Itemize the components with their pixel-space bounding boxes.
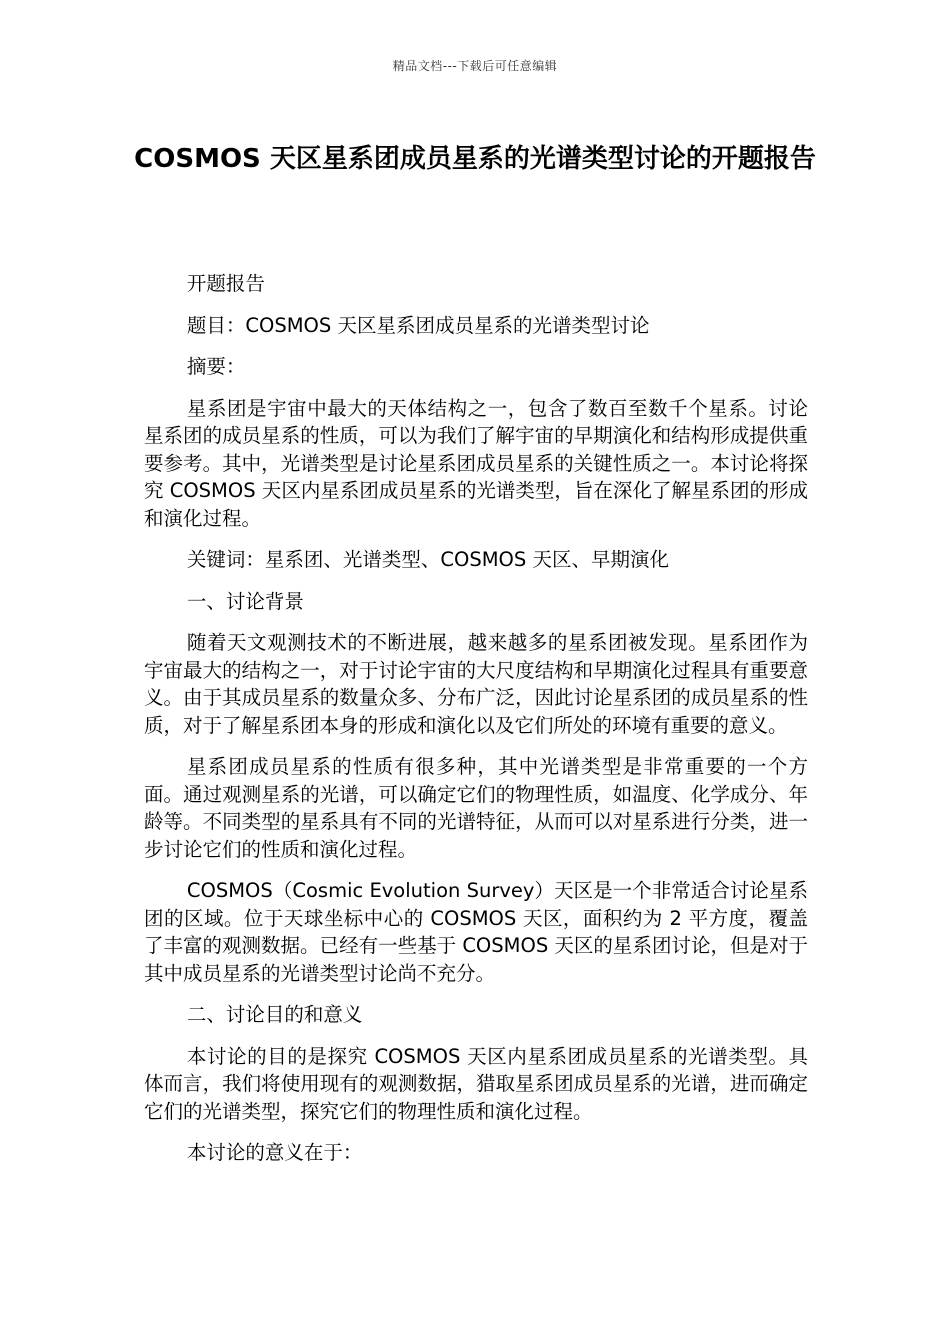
background-paragraph-1: 随着天文观测技术的不断进展，越来越多的星系团被发现。星系团作为宇宙最大的结构之一，对于讨论宇宙的大尺度结构和早期演化过程具有重要意义。由于其成员星系的数量众多、分布广泛，因此讨论星系团的成员星系的性质，对于了解星系团本身的形成和演化以及它们所处的环境有重要的意义。 bbox=[144, 631, 808, 737]
keywords-line: 关键词：星系团、光谱类型、COSMOS 天区、早期演化 bbox=[186, 548, 669, 571]
abstract-heading: 摘要： bbox=[186, 355, 246, 378]
section-label: 开题报告 bbox=[186, 272, 265, 295]
section-heading-background: 一、讨论背景 bbox=[186, 589, 304, 613]
section-heading-purpose: 二、讨论目的和意义 bbox=[186, 1003, 363, 1026]
background-paragraph-3: COSMOS（Cosmic Evolution Survey）天区是一个非常适合讨论星系团的区域。位于天球坐标中心的 COSMOS 天区，面积约为 2 平方度，覆盖了丰富的观测数据。已经有一些基于 COSMOS 天区的星系团讨论，但是对于其中成员星系的光谱类型讨论尚不充分。 bbox=[144, 879, 808, 985]
document-body bbox=[144, 270, 808, 1181]
significance-intro: 本讨论的意义在于： bbox=[186, 1141, 363, 1164]
purpose-paragraph: 本讨论的目的是探究 COSMOS 天区内星系团成员星系的光谱类型。具体而言，我们将使用现有的观测数据，猎取星系团成员星系的光谱，进而确定它们的光谱类型，探究它们的物理性质和演化过程。 bbox=[144, 1044, 808, 1123]
page-header: 精品文档---下载后可任意编辑 bbox=[392, 59, 558, 73]
background-paragraph-2: 星系团成员星系的性质有很多种，其中光谱类型是非常重要的一个方面。通过观测星系的光谱，可以确定它们的物理性质，如温度、化学成分、年龄等。不同类型的星系具有不同的光谱特征，从而可以对星系进行分类，进一步讨论它们的性质和演化过程。 bbox=[144, 755, 808, 861]
document-title: COSMOS 天区星系团成员星系的光谱类型讨论的开题报告 bbox=[134, 144, 816, 174]
topic-line: 题目：COSMOS 天区星系团成员星系的光谱类型讨论 bbox=[186, 313, 650, 337]
abstract-paragraph: 星系团是宇宙中最大的天体结构之一，包含了数百至数千个星系。讨论星系团的成员星系的性质，可以为我们了解宇宙的早期演化和结构形成提供重要参考。其中，光谱类型是讨论星系团成员星系的关键性质之一。本讨论将探究 COSMOS 天区内星系团成员星系的光谱类型，旨在深化了解星系团的形成和演化过程。 bbox=[144, 396, 808, 530]
